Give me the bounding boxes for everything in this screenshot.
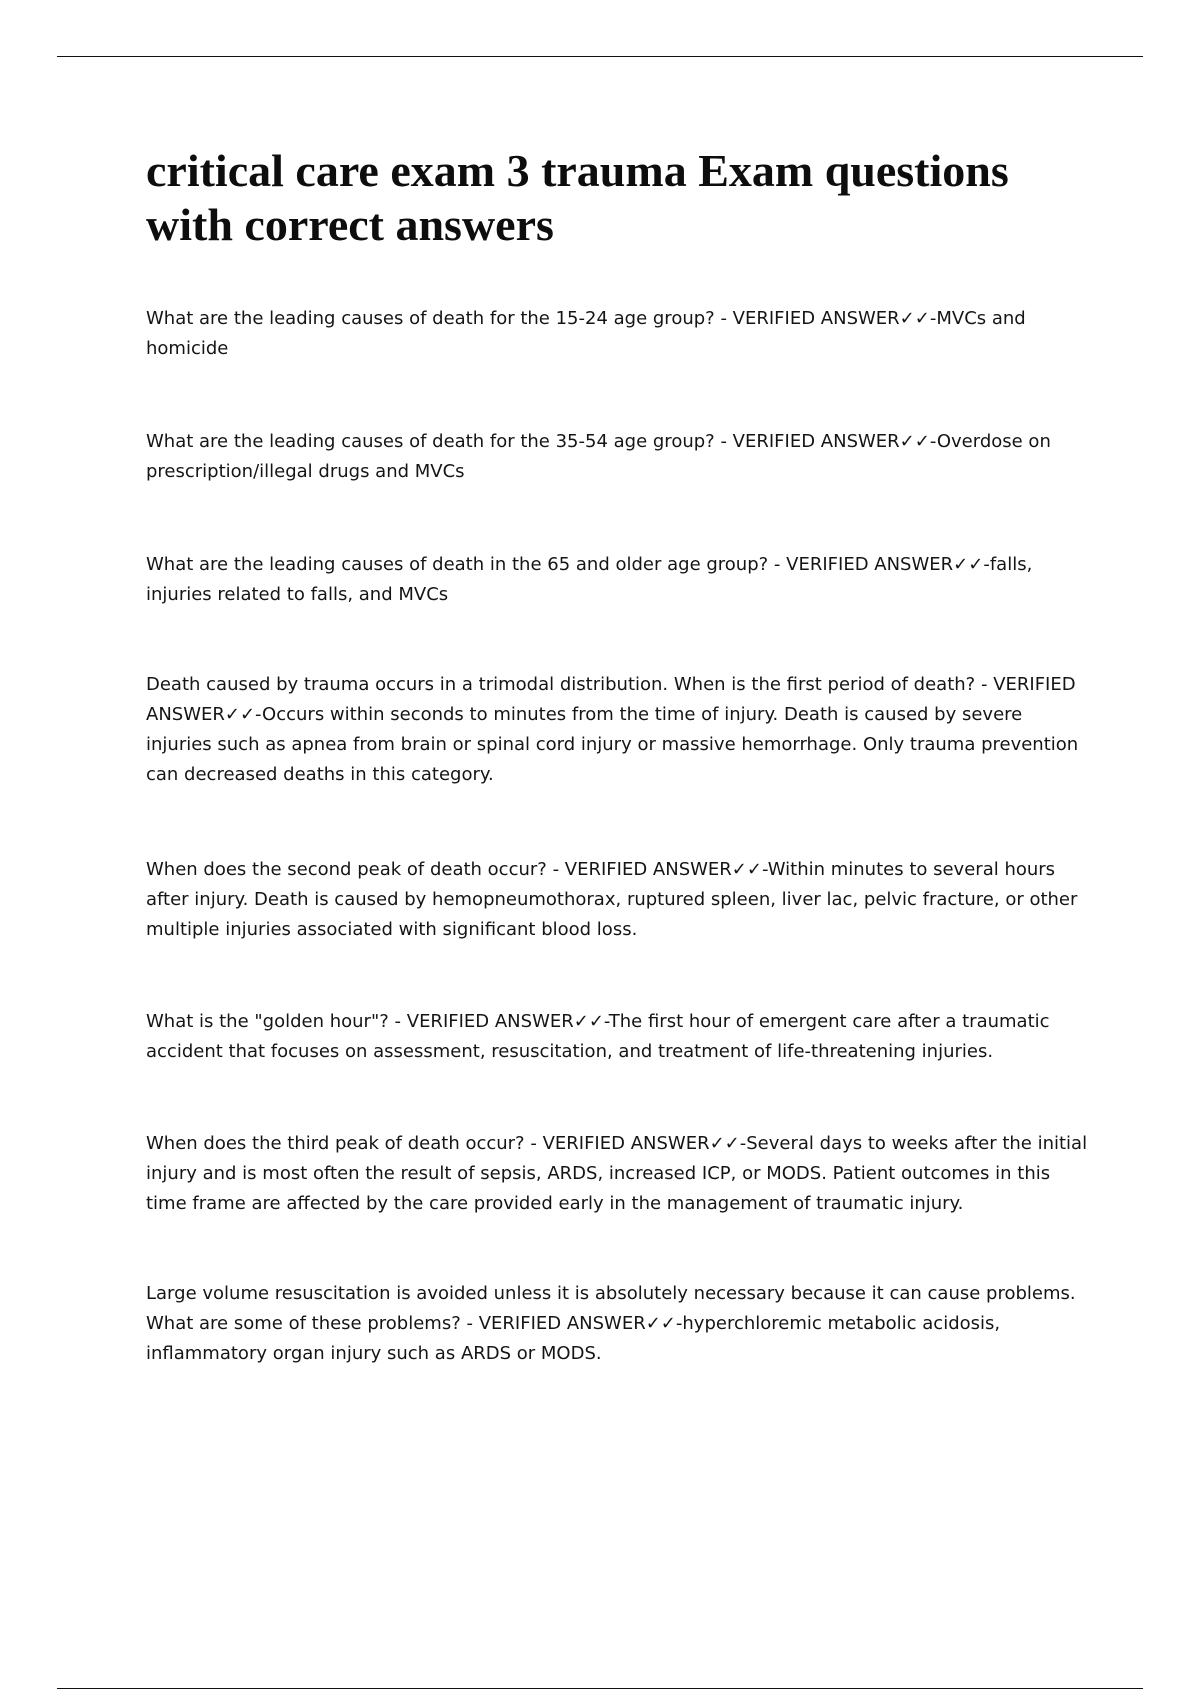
bottom-rule bbox=[57, 1688, 1143, 1689]
answer-text: MVCs and homicide bbox=[146, 308, 1026, 359]
verified-label: VERIFIED ANSWER✓✓ bbox=[786, 554, 984, 575]
qa-item: When does the third peak of death occur? - VERIFIED ANSWER✓✓-Several days to weeks after the initial injury and is most often the result of sepsis, ARDS, increased ICP, or MODS. Patient outcomes in this time frame are affected by the care provided early in the management of traumatic injury. bbox=[146, 1133, 1088, 1214]
answer-text: Occurs within seconds to minutes from the time of injury. Death is caused by severe injuries such as apnea from brain or spinal cord injury or massive hemorrhage. Only trauma prevention can decreased deaths in this category. bbox=[146, 704, 1079, 785]
question-text: When does the second peak of death occur? bbox=[146, 859, 547, 880]
question-text: What are the leading causes of death for the 15-24 age group? bbox=[146, 308, 715, 329]
qa-item: Death caused by trauma occurs in a trimodal distribution. When is the first period of death? - VERIFIED ANSWER✓✓-Occurs within seconds to minutes from the time of injury. Death is caused by severe injuries such as apnea from brain or spinal cord injury or massive hemorrhage. Only trauma prevention can decreased deaths in this category. bbox=[146, 674, 1079, 785]
top-rule bbox=[57, 56, 1143, 57]
verified-label: VERIFIED ANSWER✓✓ bbox=[564, 859, 762, 880]
question-text: When does the third peak of death occur? bbox=[146, 1133, 525, 1154]
answer-text: hyperchloremic metabolic acidosis, inflammatory organ injury such as ARDS or MODS. bbox=[146, 1313, 1001, 1364]
answer-text: Within minutes to several hours after injury. Death is caused by hemopneumothorax, ruptured spleen, liver lac, pelvic fracture, or other multiple injuries associated with significant blood loss. bbox=[146, 859, 1078, 940]
answer-text: Several days to weeks after the initial injury and is most often the result of sepsis, ARDS, increased ICP, or MODS. Patient outcomes in this time frame are affected by the care provided early in the management of traumatic injury. bbox=[146, 1133, 1088, 1214]
question-text: What are the leading causes of death for the 35-54 age group? bbox=[146, 431, 715, 452]
qa-item: What are the leading causes of death in the 65 and older age group? - VERIFIED ANSWER✓✓-falls, injuries related to falls, and MVCs bbox=[146, 554, 1033, 605]
question-text: Death caused by trauma occurs in a trimodal distribution. When is the first period of death? bbox=[146, 674, 976, 695]
qa-item: What are the leading causes of death for the 35-54 age group? - VERIFIED ANSWER✓✓-Overdose on prescription/illegal drugs and MVCs bbox=[146, 431, 1051, 482]
question-text: What are the leading causes of death in the 65 and older age group? bbox=[146, 554, 769, 575]
document-title: critical care exam 3 trauma Exam questions with correct answers bbox=[146, 145, 1009, 250]
qa-item: What are the leading causes of death for the 15-24 age group? - VERIFIED ANSWER✓✓-MVCs and homicide bbox=[146, 308, 1026, 359]
answer-text: Overdose on prescription/illegal drugs and MVCs bbox=[146, 431, 1051, 482]
verified-label: VERIFIED ANSWER✓✓ bbox=[406, 1011, 604, 1032]
question-text: What is the "golden hour"? bbox=[146, 1011, 389, 1032]
verified-label: VERIFIED ANSWER✓✓ bbox=[478, 1313, 676, 1334]
answer-text: falls, injuries related to falls, and MVCs bbox=[146, 554, 1033, 605]
question-text: Large volume resuscitation is avoided unless it is absolutely necessary because it can cause problems. What are some of these problems? bbox=[146, 1283, 1076, 1334]
qa-item: When does the second peak of death occur? - VERIFIED ANSWER✓✓-Within minutes to several hours after injury. Death is caused by hemopneumothorax, ruptured spleen, liver lac, pelvic fracture, or other multiple injuries associated with significant blood loss. bbox=[146, 859, 1078, 940]
answer-text: The first hour of emergent care after a traumatic accident that focuses on assessment, resuscitation, and treatment of life-threatening injuries. bbox=[146, 1011, 1050, 1062]
verified-label: VERIFIED ANSWER✓✓ bbox=[542, 1133, 740, 1154]
qa-item: What is the "golden hour"? - VERIFIED ANSWER✓✓-The first hour of emergent care after a traumatic accident that focuses on assessment, resuscitation, and treatment of life-threatening injuries. bbox=[146, 1011, 1050, 1062]
verified-label: VERIFIED ANSWER✓✓ bbox=[146, 674, 1076, 725]
verified-label: VERIFIED ANSWER✓✓ bbox=[732, 431, 930, 452]
verified-label: VERIFIED ANSWER✓✓ bbox=[732, 308, 930, 329]
qa-item: Large volume resuscitation is avoided unless it is absolutely necessary because it can cause problems. What are some of these problems? - VERIFIED ANSWER✓✓-hyperchloremic metabolic acidosis, inflammatory organ injury such as ARDS or MODS. bbox=[146, 1283, 1076, 1364]
